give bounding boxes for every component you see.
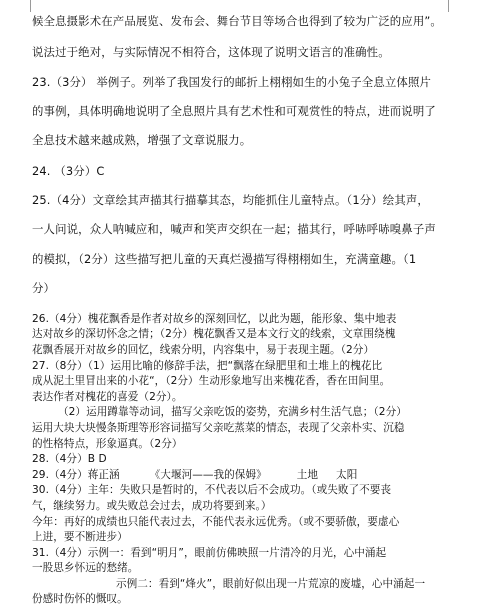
text-line: 26.（4分）槐花飘香是作者对故乡的深刻回忆，以此为题，能形象、集中地表 xyxy=(32,313,397,325)
answer-29-line xyxy=(32,467,357,482)
text-line: 28.（4分）B D xyxy=(32,453,107,465)
text-line: 花飘香展开对故乡的回忆，线索分明，内容集中，易于表现主题。（2分） xyxy=(32,344,375,356)
text-line: 候全息摄影术在产品展览、发布会、舞台节目等场合也得到了较为广泛的应用”。 xyxy=(32,14,442,28)
answer-29-item-3: 太阳 xyxy=(336,469,358,481)
text-line: 气，继续努力。或失败总会过去，成功将要到来。） xyxy=(32,500,272,512)
text-line: 31.（4分）示例一：看到“明月”，眼前仿佛映照一片清冷的月光，心中涌起 xyxy=(32,547,387,559)
text-line: 份感时伤怀的慨叹。 xyxy=(32,593,128,605)
text-line: 成从泥土里冒出来的小花“，（2分）生动形象地写出来槐花香，香在田间里。 xyxy=(32,375,391,387)
text-line: （2）运用蹲靠等动词，描写父亲吃饭的姿势，充满乡村生活气息；（2分） xyxy=(58,406,407,418)
text-line: 23.（3分） 举例子。列举了我国发行的邮折上栩栩如生的小兔子全息立体照片 xyxy=(32,75,432,89)
text-line: 的模拟，（2分）这些描写把儿童的天真烂漫描写得栩栩如生，充满童趣。（1 xyxy=(32,252,417,266)
text-line: 示例二：看到“烽火”，眼前好似出现一片荒凉的废墟，心中涌起一 xyxy=(116,578,426,590)
text-line: 分） xyxy=(32,281,56,295)
text-line: 25.（4分）文章绘其声描其行描摹其态，均能抓住儿童特点。（1分）绘其声， xyxy=(32,193,429,207)
text-line: 上进，要不断进步） xyxy=(32,531,128,543)
text-line: 一股思乡怀远的愁绪。 xyxy=(32,562,139,574)
text-line: 的事例，具体明确地说明了全息照片具有艺术性和可观赏性的特点，进而说明了 xyxy=(32,104,436,118)
text-line: 30.（4分）主年：失败只是暂时的，不代表以后不会成功。（或失败了不要丧 xyxy=(32,484,392,496)
answer-29-item-1: 《大堰河——我的保姆》 xyxy=(149,469,267,481)
text-line: 24. （3分）C xyxy=(32,164,105,178)
page-corner-mark-left xyxy=(18,0,31,12)
answer-29-item-2: 土地 xyxy=(296,469,319,481)
answer-29-prefix: 29.（4分）蒋正涵 xyxy=(32,469,120,481)
text-line: 的性格特点，形象逼真。（2分） xyxy=(32,438,183,450)
text-line: 表达作者对槐花的喜爱（2分）。 xyxy=(32,391,183,403)
text-line: 说法过于绝对，与实际情况不相符合，这体现了说明文语言的准确性。 xyxy=(32,45,390,59)
page-corner-mark-right xyxy=(448,0,461,12)
text-line: 全息技术越来越成熟，增强了文章说服力。 xyxy=(32,133,252,147)
text-line: 达对故乡的深切怀念之情；（2分）槐花飘香又是本文行文的线索，文章围绕槐 xyxy=(32,328,396,340)
text-line: 一人问说，众人呐喊应和，喊声和笑声交织在一起；描其行，呼哧呼哧嗅鼻子声 xyxy=(32,222,436,236)
text-line: 27.（8分）（1）运用比喻的修辞手法，把“飘落在绿肥里和土堆上的槐花比 xyxy=(32,360,383,372)
text-line: 今年：再好的成绩也只能代表过去，不能代表永远优秀。（或不要骄傲，要虚心 xyxy=(32,516,400,528)
text-line: 运用大块大块慢条斯理等形容词描写父亲吃蒸菜的情态，表现了父亲朴实、沉稳 xyxy=(32,422,405,434)
